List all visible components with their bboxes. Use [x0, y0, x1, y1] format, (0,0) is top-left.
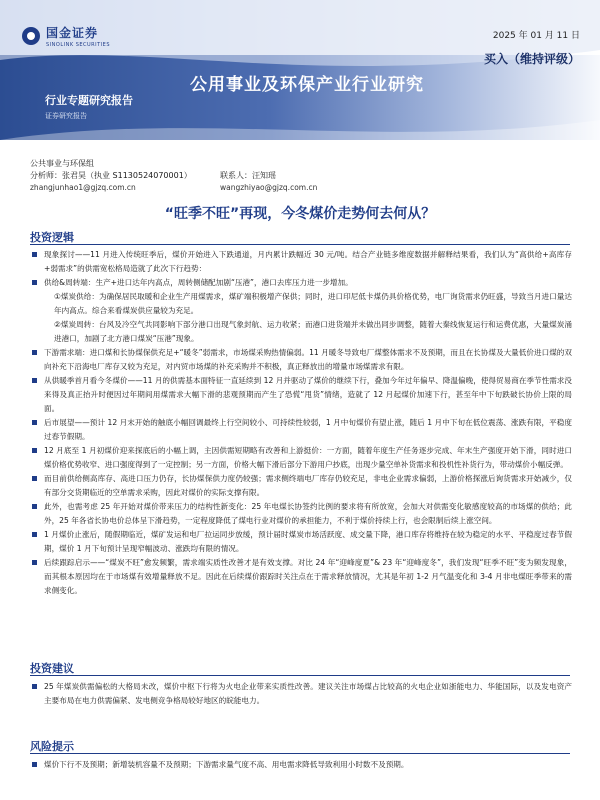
contact-email: wangzhiyao@gjzq.com.cn	[220, 183, 318, 192]
analyst-info	[30, 158, 317, 194]
advice-list	[30, 680, 572, 708]
list-item: 1 月煤价止涨后，随假期临近，煤矿发运和电厂拉运同步放缓，预计届时煤炭市场活跃度、成交量下降，港口库存将维持在较为稳定的水平、平稳度过春节假期，煤价 1 月下旬预计呈现窄幅波动、涨跌均有限的情况。	[30, 528, 572, 556]
list-item: ①煤炭供给：为确保居民取暖和企业生产用煤需求，煤矿端积极增产保供；同时，进口印尼低卡煤仍具价格优势，电厂询货需求仍旺盛，导致当月进口量达年内高点。综合来看煤炭供应量较为充足。	[54, 292, 572, 315]
main-title: “旺季不旺”再现，今冬煤价走势何去何从？	[164, 206, 436, 222]
logo-text: 国金证券	[46, 26, 99, 40]
analyst-name: 分析师：张君昊（执业 S1130524070001）	[30, 171, 192, 180]
company-logo	[22, 24, 110, 48]
rating-badge: 买入（维持评级）	[483, 52, 580, 66]
list-item: 现象探讨——11 月进入传统旺季后，煤价开始进入下跌通道，月内累计跌幅近 30 元/吨。结合产业链多维度数据并解释结果看，我们认为“高供给+高库存+弱需求”的供需宽松格局造就了此次下行趋势：	[30, 248, 572, 276]
report-date: 2025 年 01 月 11 日	[492, 31, 580, 41]
contact-name: 联系人：汪知瑶	[220, 171, 276, 180]
list-item: 从供暖季首月看今冬煤价——11 月的供需基本面特征一直延续到 12 月并驱动了煤价的继续下行，叠加今年过年偏早、降温偏晚，使得贸易商在季节性需求没来得及真正抬升时便因过年期间用煤需求大幅下滑的悲观预期而产生了恐慌“甩货”情绪，造就了 12 月起煤价加速下行，甚至年中下旬跌破长协价上限的局面。	[30, 374, 572, 416]
section-heading-advice: 投资建议	[30, 662, 74, 675]
list-item: 供给&周转端：生产+进口达年内高点，周转侧储配加剧“压港”，港口去库压力进一步增加。	[30, 276, 572, 290]
report-type: 行业专题研究报告	[45, 94, 133, 107]
section-heading-risk: 风险提示	[30, 740, 74, 753]
report-subtitle: 证券研究报告	[45, 112, 87, 120]
list-item: 25 年煤炭供需偏松的大格局未改，煤价中枢下行将为火电企业带来实质性改善。建议关注市场煤占比较高的火电企业如浙能电力、华能国际，以及发电资产主要布局在电力供需偏紧、发电侧竞争格局较好地区的皖能电力。	[30, 680, 572, 708]
logo-text-en: SINOLINK SECURITIES	[46, 42, 110, 48]
list-item: 下游需求端：进口煤和长协煤保供充足+“暖冬”弱需求，市场煤采购热情偏弱。11 月暖冬导致电厂煤整体需求不及预期，而且在长协煤及大量低价进口煤的双向补充下沿海电厂库存又较为充足，对内贸市场煤的补充采购并不积极，真正释放出的增量市场煤需求有限。	[30, 346, 572, 374]
section-divider	[30, 244, 570, 245]
sector-label: 公共事业与环保组	[30, 159, 94, 168]
list-item: 而目前供给侧高库存、高进口压力仍存，长协煤保供力度仍较强；需求侧终端电厂库存仍较充足，非电企业需求偏弱，上游价格探涨后询货需求开始减少，仅有部分交货期临近的空单需求采购，因此对煤价的实际支撑有限。	[30, 472, 572, 500]
list-item: 后续跟踪启示——“煤炭不旺”愈发频繁，需求端实质性改善才是有效支撑。对比 24 年“迎峰度夏”& 23 年“迎峰度冬”，我们发现“旺季不旺”变为频发现象，而其根本原因均在于市场煤有效增量释放不足。因此在后续煤价跟踪时关注点在于需求释放情况，尤其是年初 1-2 月气温变化和 3-4 月非电煤旺季带来的需求侧变化。	[30, 556, 572, 598]
risk-list	[30, 758, 572, 772]
section-heading-logic: 投资逻辑	[30, 231, 74, 244]
report-header	[0, 0, 600, 140]
section-divider	[30, 675, 570, 676]
list-item: 12 月底至 1 月初煤价迎来探底后的小幅上调，主因供需短期略有改善和上游挺价：一方面，随着年度生产任务逐步完成、年末生产强度开始下滑，同时进口煤价格优势收窄、进口强度得到了一定控制；另一方面，价格大幅下滑后部分下游用户抄底，出现少量空单补货需求和投机性补货行为，带动煤价小幅反弹。	[30, 444, 572, 472]
report-title: 公用事业及环保产业行业研究	[190, 75, 424, 95]
list-item: ②煤炭周转：台风及冷空气共同影响下部分港口出现气象封航、运力收紧；而港口进货端并未做出同步调整，随着大秦线恢复运行和运费优惠，大量煤炭涌进港口，加剧了北方港口煤炭“压港”现象。	[54, 320, 572, 343]
list-item: 煤价下行不及预期；新增装机容量不及预期；下游需求量气度不高、用电需求降低导致利用小时数不及预期。	[30, 758, 572, 772]
list-item: 后市展望——预计 12 月末开始的触底小幅回调最终上行空间较小、可持续性较弱，1 月中旬煤价有望止涨，随后 1 月中下旬在低位震荡、涨跌有限，平稳度过春节假期。	[30, 416, 572, 444]
logo-icon	[22, 27, 40, 45]
analyst-email: zhangjunhao1@gjzq.com.cn	[30, 183, 136, 192]
list-item: 此外，也需考虑 25 年开始对煤价带来压力的结构性新变化：25 年电煤长协签约比例的要求将有所放宽，会加大对供需变化敏感度较高的市场煤的供给；此外，25 年各省长协电价总体呈下滑趋势，一定程度降低了煤电行业对煤价的承担能力，不利于煤价持续上行，也会限制后续上涨空间。	[30, 500, 572, 528]
section-divider	[30, 753, 570, 754]
logic-list	[30, 248, 572, 598]
